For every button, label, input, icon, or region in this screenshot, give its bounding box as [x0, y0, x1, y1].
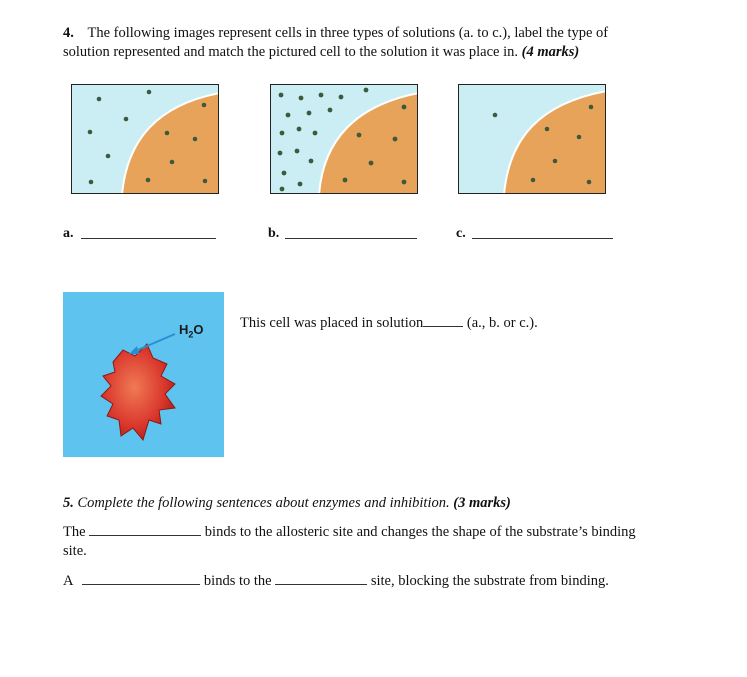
s2-blank-1[interactable]: [82, 572, 200, 585]
h2o-label: $H_2O$: [179, 322, 204, 340]
s1-end: site.: [63, 543, 87, 559]
placed-in-prompt: [240, 314, 538, 333]
cell-diagram-b: [270, 84, 418, 194]
s1-blank[interactable]: [89, 523, 201, 536]
q4-prompt-line2: [63, 43, 703, 62]
q4-line1: The following images represent cells in three types of solutions (a. to c.), label the type of: [87, 25, 609, 41]
q5-number: 5.: [63, 495, 74, 511]
placed-blank[interactable]: [423, 314, 463, 327]
label-c-row: [456, 226, 466, 242]
answer-blank-c[interactable]: [472, 226, 613, 239]
answer-blank-b[interactable]: [285, 226, 417, 239]
answer-blank-a[interactable]: [81, 226, 216, 239]
s1-start: The: [63, 524, 86, 540]
label-b: b.: [268, 226, 280, 241]
label-c: c.: [456, 226, 466, 241]
cell-diagram-a: [71, 84, 219, 194]
q5-sentence-1-end: [63, 542, 87, 561]
label-a: a.: [63, 226, 74, 241]
placed-prefix: This cell was placed in solution: [240, 315, 424, 331]
q5-instruction: Complete the following sentences about enzymes and inhibition.: [77, 495, 450, 511]
q5-sentence-2: [63, 572, 703, 591]
s2-end: site, blocking the substrate from binding.: [370, 573, 609, 589]
q4-marks: (4 marks): [521, 44, 580, 60]
label-a-row: [63, 226, 74, 242]
label-b-row: [268, 226, 279, 242]
q4-number: 4.: [63, 25, 74, 41]
q5-prompt: [63, 494, 511, 513]
s2-mid: binds to the: [203, 573, 272, 589]
red-cell-image: [63, 292, 224, 457]
s2-start: A: [63, 573, 73, 589]
placed-suffix: (a., b. or c.).: [466, 315, 538, 331]
q5-sentence-1: [63, 523, 703, 542]
cell-diagram-c: [458, 84, 606, 194]
q5-marks: (3 marks): [453, 495, 511, 511]
s1-rest: binds to the allosteric site and changes the shape of the substrate’s binding: [204, 524, 636, 540]
q4-line2: solution represented and match the pictured cell to the solution it was place in.: [63, 44, 519, 60]
s2-blank-2[interactable]: [275, 572, 367, 585]
q4-prompt: [63, 24, 703, 43]
